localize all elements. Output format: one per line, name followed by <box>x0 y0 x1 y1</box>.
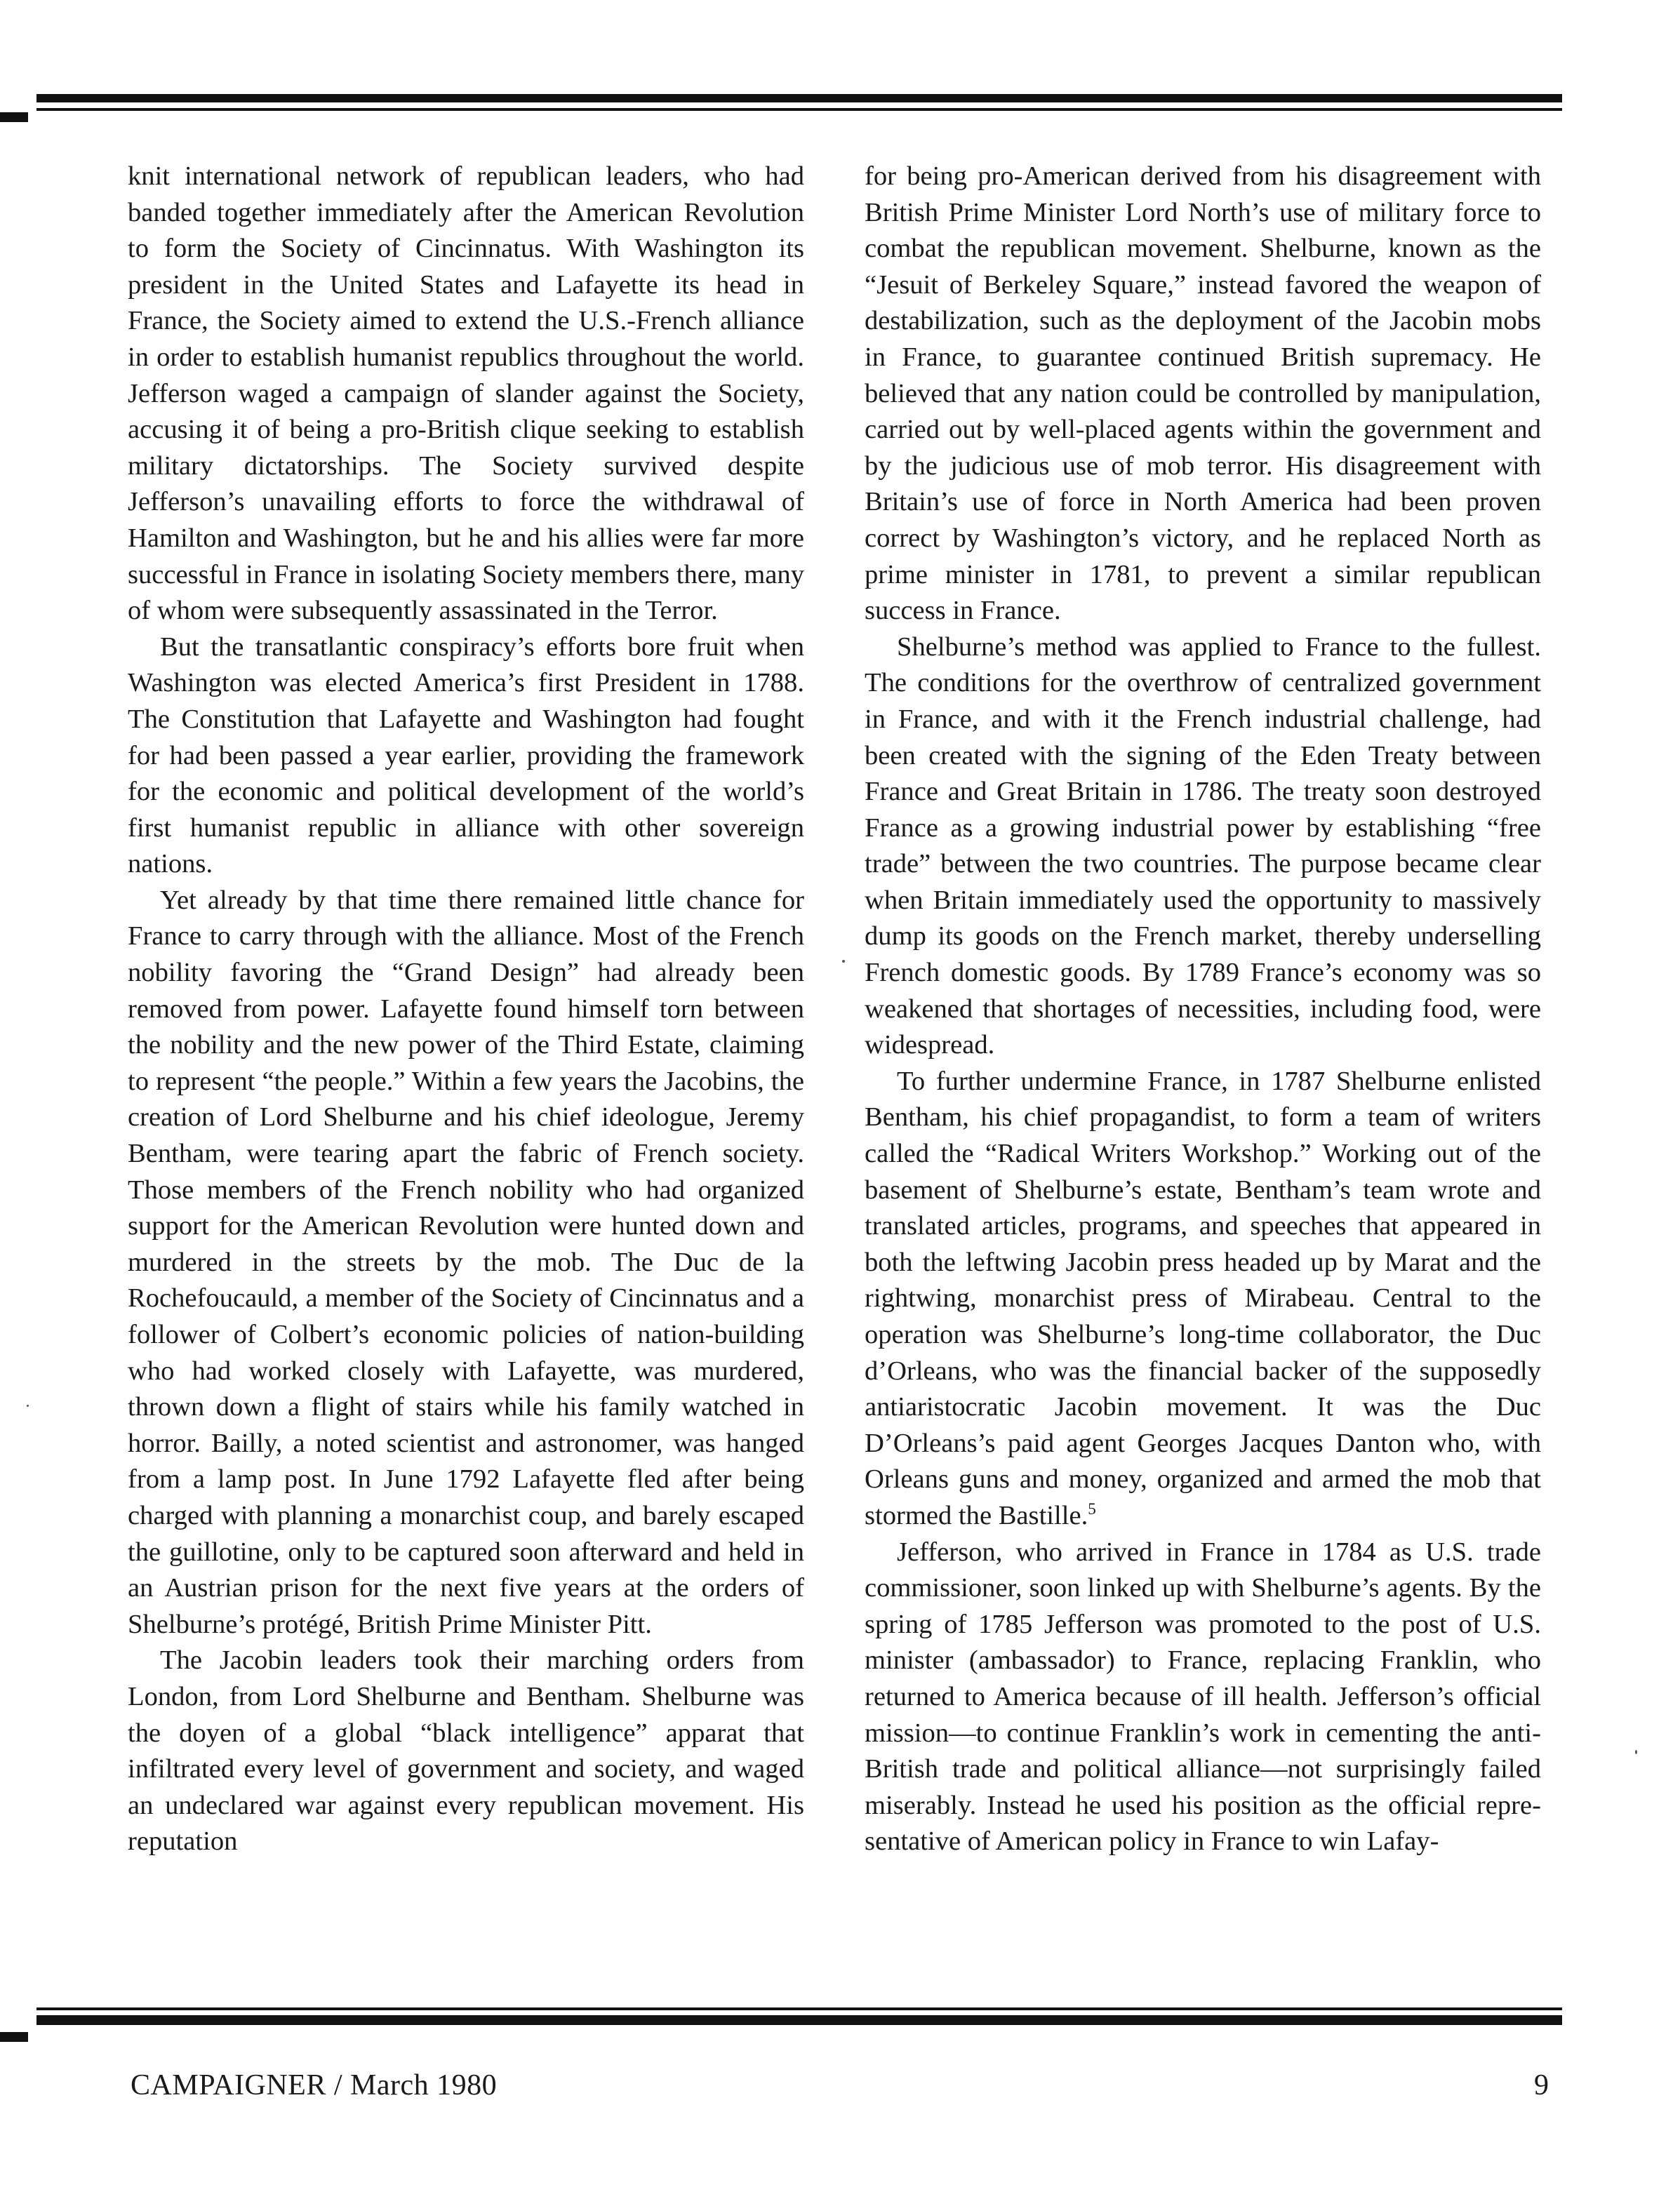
left-text-column <box>128 159 804 1860</box>
paragraph: for being pro-American derived from his disagreement with British Prime Minister Lord North’s use of military force to combat the republican movement. Shelburne, known as the “Jesuit of Berkeley Square,” instead favored the weapon of destabilization, such as the deployment of the Jacobin mobs in France, to guarantee continued British supremacy. He believed that any nation could be controlled by manipulation, carried out by well-placed agents within the government and by the judicious use of mob terror. His disagreement with Britain’s use of force in North America had been proven correct by Washington’s victory, and he replaced North as prime minister in 1781, to prevent a similar republican success in France. <box>865 161 1541 626</box>
paragraph-with-footnote <box>865 1064 1541 1535</box>
scan-speck <box>842 960 845 963</box>
paragraph: Yet already by that time there remained little chance for France to carry through with the alliance. Most of the French nobility favoring the “Grand Design” had already been removed from power. Lafayette found himself torn between the nobility and the new power of the Third Estate, claiming to represent “the people.” Within a few years the Jacobins, the creation of Lord Shelburne and his chief ideologue, Jeremy Bentham, were tearing apart the fabric of French society. Those members of the French nobility who had organized support for the American Revolution were hunted down and murdered in the streets by the mob. The Duc de la Rochefoucauld, a member of the Society of Cincinnatus and a follower of Colbert’s economic policies of nation-building who had worked closely with Lafayette, was murdered, thrown down a flight of stairs while his family watched in horror. Bailly, a noted scientist and astronomer, was hanged from a lamp post. In June 1792 Lafayette fled after being charged with planning a monarchist coup, and barely escaped the guillotine, only to be captured soon afterward and held in an Austrian prison for the next five years at the orders of Shelburne’s protégé, British Prime Minister Pitt. <box>128 885 804 1639</box>
scan-speck <box>1635 1750 1637 1754</box>
scan-speck <box>27 1405 29 1407</box>
footnote-marker: 5 <box>1088 1500 1096 1519</box>
bottom-edge-mark <box>0 2032 28 2042</box>
paragraph: Shelburne’s method was applied to France to the fullest. The conditions for the overthrow of centralized government in France, and with it the French industrial challenge, had been created with the signing of the Eden Treaty between France and Great Britain in 1786. The treaty soon destroyed France as a growing industrial power by establishing “free trade” between the two countries. The purpose became clear when Britain immediately used the opportunity to massively dump its goods on the French market, thereby underselling French domestic goods. By 1789 France’s economy was so weakened that shortages of necessities, including food, were widespread. <box>865 632 1541 1060</box>
paragraph: knit international network of republican leaders, who had banded together immediately after the American Revolution to form the Society of Cincinnatus. With Washington its president in the United States and Lafayette its head in France, the Society aimed to extend the U.S.-French alliance in order to establish humanist republics throughout the world. Jefferson waged a campaign of slander against the Society, accusing it of being a pro-British clique seeking to establish military dictatorships. The Society survived despite Jefferson’s unavailing efforts to force the withdrawal of Hamilton and Washington, but he and his allies were far more successful in France in isolating Society members there, many of whom were subsequently assassinated in the Terror. <box>128 161 804 626</box>
paragraph: Jefferson, who arrived in France in 1784 as U.S. trade commissioner, soon linked up with Shelburne’s agents. By the spring of 1785 Jefferson was promoted to the post of U.S. minister (ambassador) to France, replacing Franklin, who returned to America because of ill health. Jefferson’s official mission—to continue Franklin’s work in cementing the anti-British trade and political alliance—not surprisingly failed miserably. Instead he used his position as the official representative of American policy in France to win Lafay- <box>865 1537 1541 1857</box>
top-rule-thick <box>36 94 1562 102</box>
paragraph: But the transatlantic conspiracy’s efforts bore fruit when Washington was elected America’s first President in 1788. The Constitution that Lafayette and Washington had fought for had been passed a year earlier, providing the framework for the economic and political development of the world’s first humanist republic in alliance with other sovereign nations. <box>128 632 804 879</box>
footer-publication: CAMPAIGNER / March 1980 <box>131 2069 498 2102</box>
top-rule-thin <box>36 108 1562 111</box>
right-text-column <box>865 159 1541 1860</box>
paragraph-text: To further undermine France, in 1787 Shelburne enlisted Bentham, his chief propagandist, to form a team of writers called the “Radical Writers Workshop.” Working out of the basement of Shelburne’s estate, Bentham’s team wrote and translated articles, programs, and speeches that appeared in both the leftwing Jacobin press headed up by Marat and the rightwing, monarchist press of Mirabeau. Central to the operation was Shelburne’s long-time collaborator, the Duc d’Orleans, who was the financial backer of the supposedly antiaristocratic Jacobin movement. It was the Duc D’Orleans’s paid agent Georges Jacques Danton who, with Orleans guns and money, organized and armed the mob that stormed the Bastille. <box>865 1066 1541 1530</box>
bottom-rule-thin <box>36 2007 1562 2010</box>
footer-page-number: 9 <box>1534 2069 1549 2102</box>
paragraph: The Jacobin leaders took their marching orders from London, from Lord Shelburne and Bentham. Shelburne was the doyen of a global “black intelligence” apparat that infiltrated every level of government and society, and waged an undeclared war against every republican movement. His reputation <box>128 1645 804 1857</box>
top-edge-mark <box>0 112 28 122</box>
bottom-rule-thick <box>36 2015 1562 2025</box>
